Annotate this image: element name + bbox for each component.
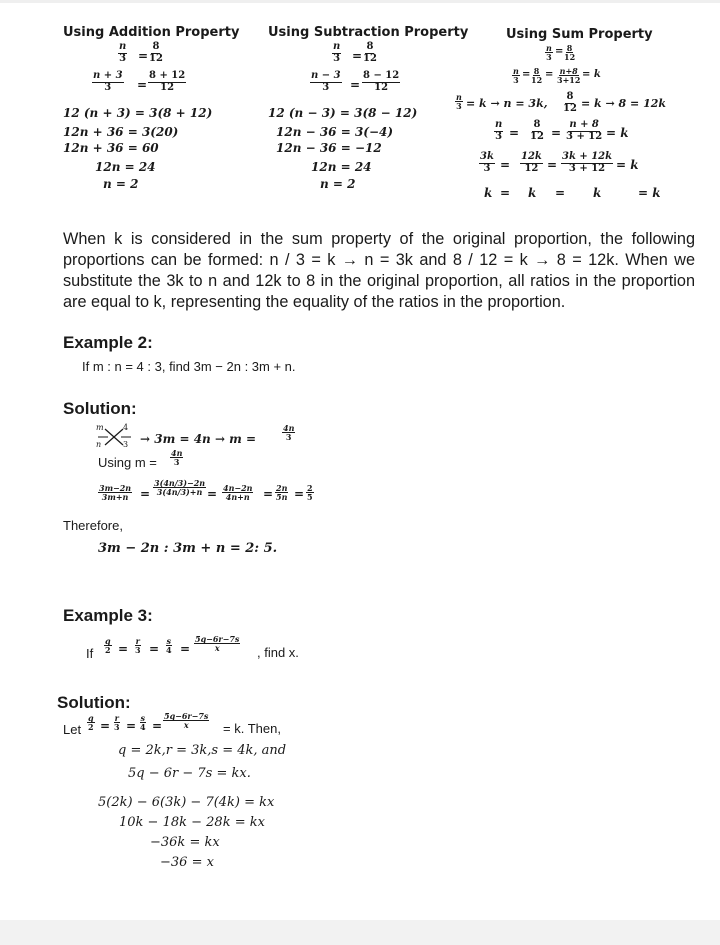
- fraction: $\frac{n}{3}$: [495, 119, 503, 142]
- equation-line: 12n = 24: [95, 160, 156, 174]
- cross-multiplication-diagram: [96, 425, 146, 453]
- fraction: $\frac{n}{3}$: [513, 66, 519, 86]
- fraction: $\frac{q}{2}$: [105, 636, 111, 656]
- equation-tail: = k: [606, 126, 629, 140]
- equation-line: −36k = kx: [150, 835, 220, 850]
- fraction: $\frac{4n-2n}{4n+n}$: [223, 483, 253, 503]
- cross-3: 3: [123, 440, 129, 449]
- fraction: $\frac{3k}{3}$: [480, 151, 494, 174]
- fraction: $\frac{8}{12}$: [363, 41, 377, 64]
- fraction: $\frac{2}{5}$: [307, 483, 313, 503]
- equation-line: 12n = 24: [311, 160, 372, 174]
- equals: =: [180, 642, 191, 656]
- equals: =: [545, 69, 554, 80]
- fraction: $\frac{s}{4}$: [166, 636, 172, 656]
- fraction: $\frac{3(4n/3)-2n}{3(4n/3)+n}$: [154, 478, 206, 498]
- cross-result: → 3m = 4n → m =: [140, 432, 257, 446]
- equals: =: [263, 487, 274, 501]
- fraction: $\frac{8 + 12}{12}$: [149, 70, 186, 93]
- equals: =: [138, 49, 149, 63]
- bottom-scan-border: [0, 920, 720, 945]
- fraction: $\frac{2n}{5n}$: [276, 483, 288, 503]
- equation-line: 12 (n − 3) = 3(8 − 12): [268, 106, 418, 120]
- equals: =: [137, 78, 148, 92]
- equation-line: 12n − 36 = 3(−4): [276, 125, 394, 139]
- cross-m: m: [96, 423, 104, 432]
- equation-term: =: [500, 186, 511, 200]
- equation-line: 12n + 36 = 60: [63, 141, 159, 155]
- equals: =: [500, 158, 511, 172]
- equation-line: 12n − 36 = −12: [276, 141, 382, 155]
- therefore-label: Therefore,: [63, 518, 123, 533]
- let-tail: = k. Then,: [223, 721, 281, 736]
- equation-tail: = k: [616, 158, 639, 172]
- fraction: $\frac{n}{3}$: [456, 92, 462, 112]
- equals: =: [547, 158, 558, 172]
- equation-term: k: [593, 186, 602, 200]
- equation-line: n = 2: [320, 177, 356, 191]
- equals: =: [509, 126, 520, 140]
- equation-tail: = k: [582, 69, 601, 80]
- equals: =: [149, 642, 160, 656]
- prompt-if: If: [86, 646, 94, 661]
- equation-term: k: [528, 186, 537, 200]
- fraction: $\frac{4n}{3}$: [283, 423, 295, 443]
- equals: =: [207, 487, 218, 501]
- fraction: $\frac{r}{3}$: [114, 713, 120, 733]
- equals: =: [555, 46, 564, 57]
- cross-4: 4: [123, 423, 129, 432]
- let-label: Let: [63, 722, 82, 737]
- fraction: $\frac{r}{3}$: [135, 636, 141, 656]
- equals: =: [118, 642, 129, 656]
- solution-heading: Solution:: [63, 399, 137, 418]
- equation-line: q = 2k,r = 3k,s = 4k, and: [118, 743, 287, 758]
- cross-lines: [96, 425, 136, 453]
- example-answer: 3m − 2n : 3m + n = 2: 5.: [98, 541, 278, 556]
- equation-line: 5(2k) − 6(3k) − 7(4k) = kx: [98, 795, 275, 810]
- fraction: $\frac{n}{3}$: [119, 41, 127, 64]
- equals: =: [522, 69, 531, 80]
- fraction: $\frac{8}{12}$: [564, 43, 576, 63]
- equation-term: = k: [638, 186, 661, 200]
- example-prompt: If m : n = 4 : 3, find 3m − 2n : 3m + n.: [82, 359, 296, 374]
- equation-line: n = 2: [103, 177, 139, 191]
- equals: =: [350, 78, 361, 92]
- fraction: $\frac{3k + 12k}{3 + 12}$: [562, 151, 613, 174]
- solution-heading: Solution:: [57, 693, 131, 712]
- fraction: $\frac{12k}{12}$: [521, 151, 542, 174]
- cross-n: n: [96, 440, 102, 449]
- fraction: $\frac{q}{2}$: [88, 713, 94, 733]
- fraction: $\frac{8}{12}$: [530, 119, 544, 142]
- fraction: $\frac{n}{3}$: [333, 41, 341, 64]
- fraction: $\frac{n}{3}$: [546, 43, 552, 63]
- fraction: $\frac{3m-2n}{3m+n}$: [99, 483, 132, 503]
- equals: =: [294, 487, 305, 501]
- fraction: $\frac{n - 3}{3}$: [311, 70, 341, 93]
- subtraction-title: Using Subtraction Property: [268, 25, 469, 40]
- fraction: $\frac{n+8}{3+12}$: [557, 66, 581, 86]
- using-label: Using m =: [98, 455, 157, 470]
- fraction: $\frac{5q-6r-7s}{x}$: [164, 711, 209, 731]
- prompt-tail: , find x.: [257, 645, 299, 660]
- fraction: $\frac{n + 3}{3}$: [93, 70, 123, 93]
- fraction: $\frac{n + 8}{3 + 12}$: [566, 119, 603, 142]
- equation-line: −36 = x: [160, 855, 214, 870]
- fraction: $\frac{8}{12}$: [149, 41, 163, 64]
- equation-tail: = k → 8 = 12k: [581, 97, 667, 110]
- equation-term: k: [484, 186, 493, 200]
- example-heading: Example 2:: [63, 333, 153, 352]
- equation-line: 10k − 18k − 28k = kx: [119, 815, 265, 830]
- equation-line: 12 (n + 3) = 3(8 + 12): [63, 106, 213, 120]
- equals: =: [352, 49, 363, 63]
- equals: =: [126, 719, 137, 733]
- example-heading: Example 3:: [63, 606, 153, 625]
- top-scan-border: [0, 0, 720, 3]
- fraction: $\frac{8}{12}$: [563, 91, 577, 114]
- equation-term: =: [555, 186, 566, 200]
- equation-text: = k → n = 3k,: [466, 97, 548, 110]
- fraction: $\frac{s}{4}$: [140, 713, 146, 733]
- addition-title: Using Addition Property: [63, 25, 240, 40]
- fraction: $\frac{5q-6r-7s}{x}$: [195, 634, 240, 654]
- fraction: $\frac{4n}{3}$: [171, 448, 183, 468]
- sum-title: Using Sum Property: [506, 27, 653, 42]
- equation-line: 5q − 6r − 7s = kx.: [128, 766, 251, 781]
- fraction: $\frac{8}{12}$: [531, 66, 543, 86]
- equals: =: [100, 719, 111, 733]
- fraction: $\frac{8 - 12}{12}$: [363, 70, 400, 93]
- equals: =: [551, 126, 562, 140]
- equals: =: [152, 719, 163, 733]
- explanation-paragraph: When k is considered in the sum property of the original proportion, the following proportions can be formed: n / 3 = k → n = 3k and 8 / 12 = k → 8 = 12k. When we substitute the 3k to n and 12k to 8 in the original proportion, all ratios in the proportion are equal to k, representing the equality of the ratios in the proportion.: [63, 230, 695, 311]
- equation-line: 12n + 36 = 3(20): [63, 125, 179, 139]
- equals: =: [140, 487, 151, 501]
